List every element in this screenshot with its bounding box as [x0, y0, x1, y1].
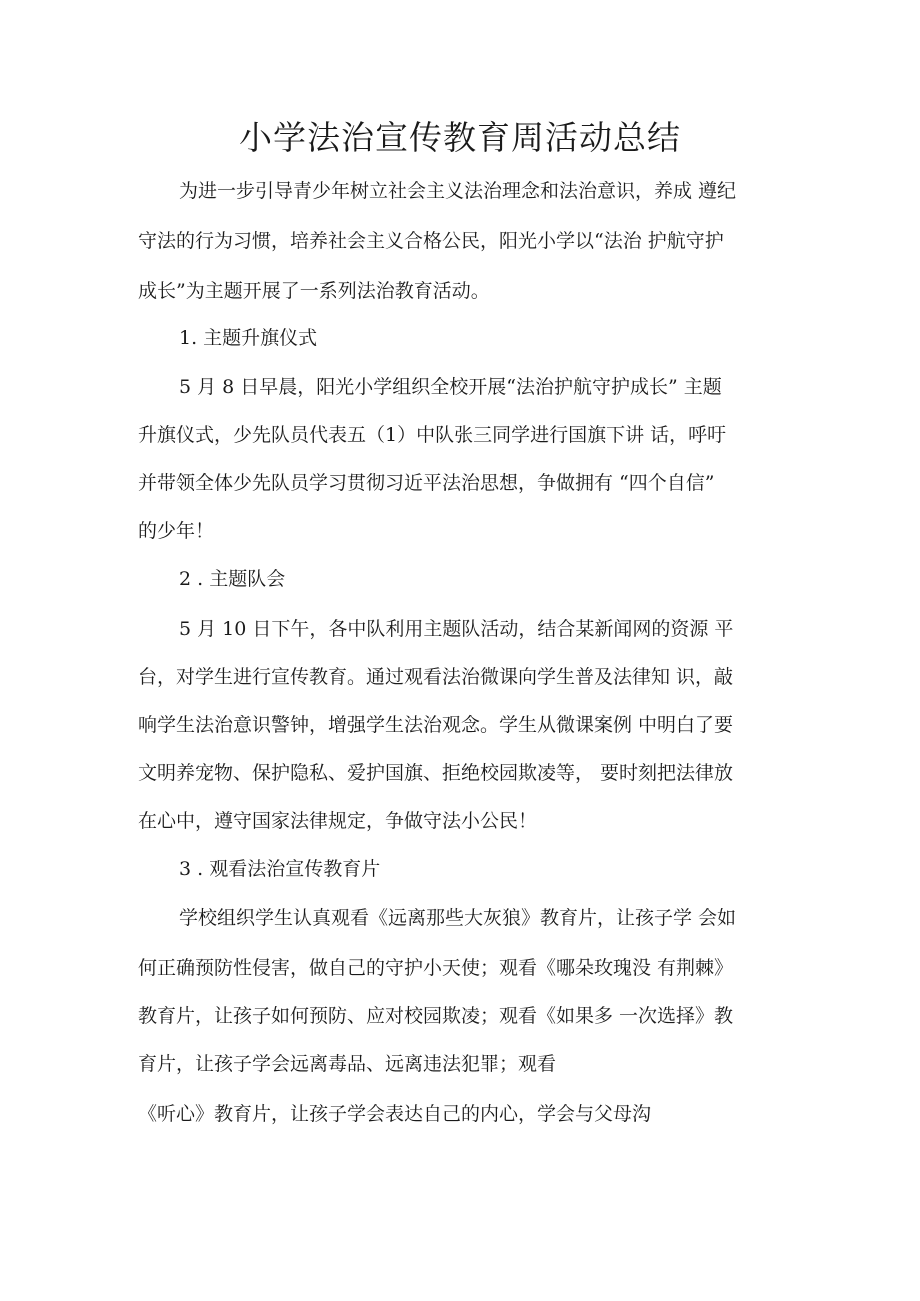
text-line: 在心中，遵守国家法律规定，争做守法小公民！ [138, 810, 538, 832]
text-line: 并带领全体少先队员学习贯彻习近平法治思想，争做拥有 “四个自信” [138, 472, 715, 494]
text-line: 守法的行为习惯，培养社会主义合格公民，阳光小学以“法治 护航守护 [138, 230, 724, 252]
text-line: 何正确预防性侵害，做自己的守护小天使；观看《哪朵玫瑰没 有荆棘》 [138, 957, 734, 979]
text-line: 5 月 10 日下午，各中队利用主题队活动，结合某新闻网的资源 平 [179, 618, 734, 640]
section-heading: 1. 主题升旗仪式 [179, 327, 318, 349]
section-heading: 2 . 主题队会 [179, 568, 286, 590]
text-line: 《听心》教育片，让孩子学会表达自己的内心，学会与父母沟 [138, 1103, 652, 1125]
text-line: 育片，让孩子学会远离毒品、远离违法犯罪；观看 [138, 1053, 557, 1075]
text-line: 5 月 8 日早晨，阳光小学组织全校开展“法治护航守护成长” 主题 [179, 376, 722, 398]
text-line: 升旗仪式，少先队员代表五（1）中队张三同学进行国旗下讲 话，呼吁 [138, 424, 727, 446]
text-line: 教育片，让孩子如何预防、应对校园欺凌；观看《如果多 一次选择》教 [138, 1005, 734, 1027]
document-title: 小学法治宣传教育周活动总结 [239, 118, 681, 157]
text-line: 的少年！ [138, 520, 215, 542]
text-line: 响学生法治意识警钟，增强学生法治观念。学生从微课案例 中明白了要 [138, 714, 734, 736]
section-heading: 3 . 观看法治宣传教育片 [179, 858, 381, 880]
text-line: 成长”为主题开展了一系列法治教育活动。 [138, 280, 490, 302]
text-line: 文明养宠物、保护隐私、爱护国旗、拒绝校园欺凌等， 要时刻把法律放 [138, 762, 734, 784]
text-line: 台，对学生进行宣传教育。通过观看法治微课向学生普及法律知 识，敲 [138, 666, 734, 688]
text-line: 学校组织学生认真观看《远离那些大灰狼》教育片，让孩子学 会如 [179, 907, 737, 929]
text-line: 为进一步引导青少年树立社会主义法治理念和法治意识，养成 遵纪 [179, 180, 737, 202]
